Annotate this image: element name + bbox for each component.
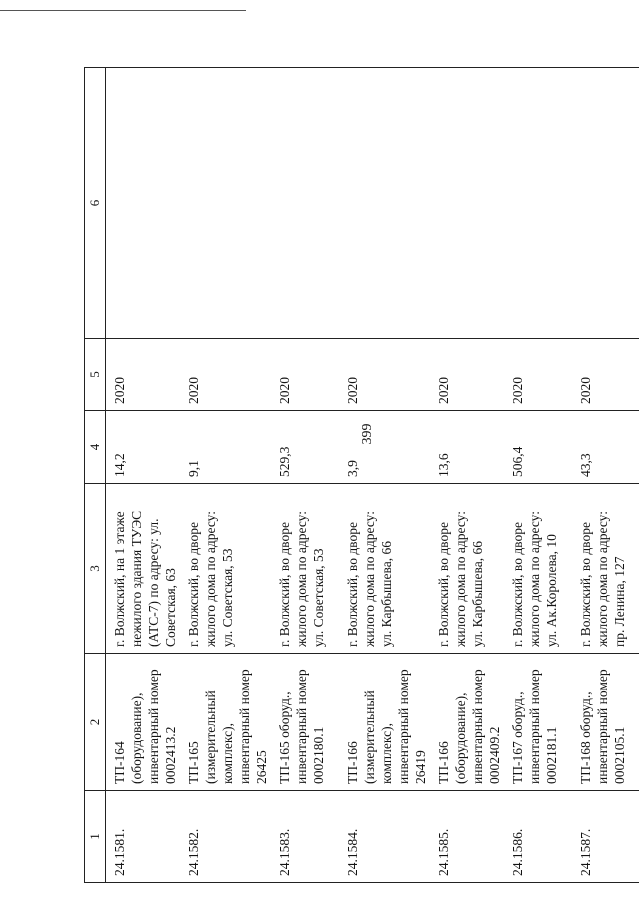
asset-year: 2020 <box>106 339 180 411</box>
asset-name: ТП-165 оборуд., инвентарный номер 0002180.1 <box>270 654 338 791</box>
asset-name: ТП-166 (измерительный комплекс), инвентарный номер 26419 <box>338 654 429 791</box>
asset-note <box>179 68 270 339</box>
asset-address: г. Волжский, во дворе жилого дома по адресу: ул. Советская, 53 <box>270 484 338 654</box>
asset-value: 13,6 <box>429 411 503 484</box>
row-code: 24.1586. <box>503 791 571 883</box>
asset-value: 43,3 <box>571 411 639 484</box>
asset-year: 2020 <box>429 339 503 411</box>
row-code: 24.1585. <box>429 791 503 883</box>
column-number-row <box>85 68 106 883</box>
asset-value: 14,2 <box>106 411 180 484</box>
table-row <box>338 68 429 883</box>
row-code: 24.1587. <box>571 791 639 883</box>
page-number: 399 <box>360 423 375 445</box>
asset-name: ТП-164 (оборудование), инвентарный номер 0002413.2 <box>106 654 180 791</box>
asset-note <box>429 68 503 339</box>
asset-note <box>270 68 338 339</box>
asset-note <box>338 68 429 339</box>
asset-name: ТП-168 оборуд., инвентарный номер 0002105.1 <box>571 654 639 791</box>
row-code: 24.1584. <box>338 791 429 883</box>
asset-year: 2020 <box>571 339 639 411</box>
row-code: 24.1581. <box>106 791 180 883</box>
col-header-5: 5 <box>85 339 106 411</box>
table-row <box>429 68 503 883</box>
asset-name: ТП-165 (измерительный комплекс), инвентарный номер 26425 <box>179 654 270 791</box>
table-row <box>106 68 180 883</box>
asset-address: г. Волжский, во дворе жилого дома по адресу: ул. Карбышева, 66 <box>338 484 429 654</box>
asset-value: 529,3 <box>270 411 338 484</box>
col-header-4: 4 <box>85 411 106 484</box>
table-row <box>270 68 338 883</box>
register-table <box>84 67 639 883</box>
header-rule <box>0 10 246 11</box>
asset-note <box>106 68 180 339</box>
row-code: 24.1583. <box>270 791 338 883</box>
asset-note <box>571 68 639 339</box>
asset-value: 506,4 <box>503 411 571 484</box>
asset-address: г. Волжский, во дворе жилого дома по адресу: пр. Ленина, 127 <box>571 484 639 654</box>
asset-value: 9,1 <box>179 411 270 484</box>
col-header-3: 3 <box>85 484 106 654</box>
asset-value: 3,9 <box>338 411 429 484</box>
table-row <box>503 68 571 883</box>
asset-address: г. Волжский, во дворе жилого дома по адресу: ул. Советская, 53 <box>179 484 270 654</box>
col-header-6: 6 <box>85 68 106 339</box>
asset-name: ТП-167 оборуд., инвентарный номер 0002181.1 <box>503 654 571 791</box>
col-header-2: 2 <box>85 654 106 791</box>
asset-year: 2020 <box>270 339 338 411</box>
asset-address: г. Волжский, во дворе жилого дома по адресу: ул. Ак.Королева, 10 <box>503 484 571 654</box>
asset-address: г. Волжский, во дворе жилого дома по адресу: ул. Карбышева, 66 <box>429 484 503 654</box>
asset-year: 2020 <box>179 339 270 411</box>
asset-address: г. Волжский, на 1 этаже нежилого здания ТУЭС (АТС-7) по адресу: ул. Советская, 63 <box>106 484 180 654</box>
asset-name: ТП-166 (оборудование), инвентарный номер 0002409.2 <box>429 654 503 791</box>
row-code: 24.1582. <box>179 791 270 883</box>
asset-year: 2020 <box>503 339 571 411</box>
property-register-table <box>84 68 640 883</box>
table-row <box>179 68 270 883</box>
table-row <box>571 68 639 883</box>
asset-year: 2020 <box>338 339 429 411</box>
col-header-1: 1 <box>85 791 106 883</box>
asset-note <box>503 68 571 339</box>
